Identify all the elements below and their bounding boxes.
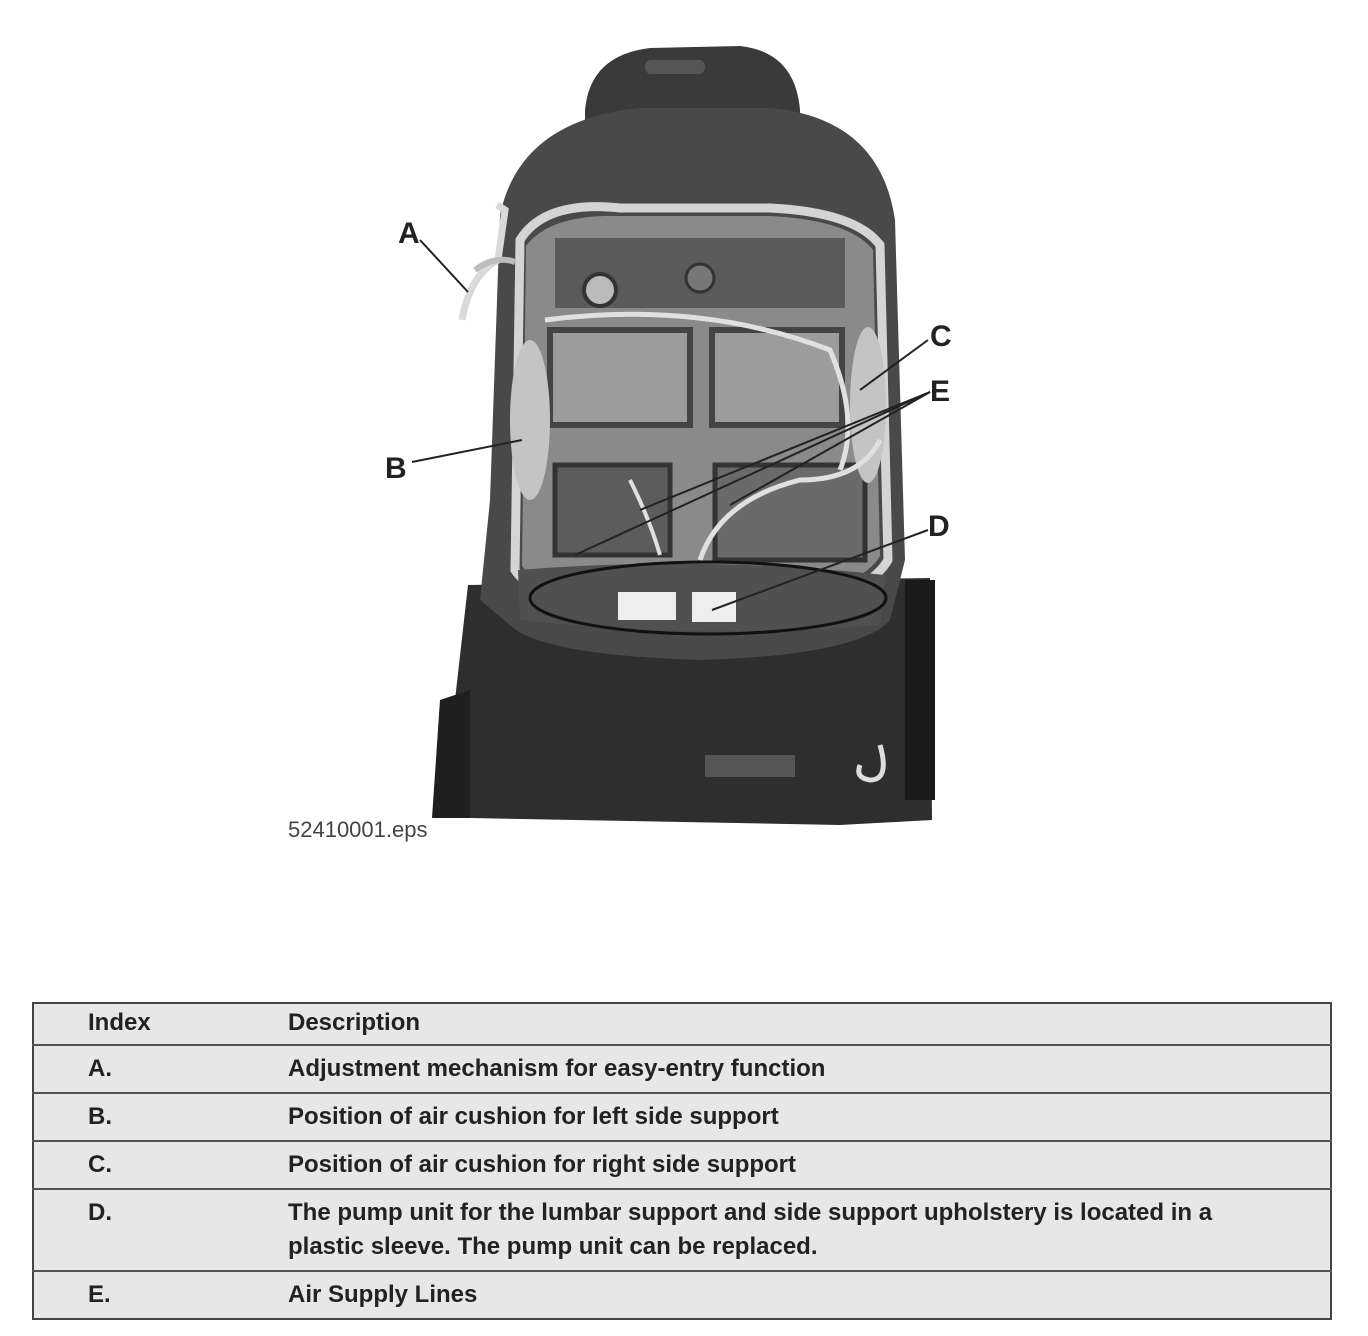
figure-filename: 52410001.eps	[288, 817, 428, 842]
legend-row	[33, 1271, 1331, 1319]
headrest-slot	[645, 60, 705, 74]
legend-row	[33, 1093, 1331, 1141]
lower-right-panel	[715, 465, 865, 560]
lower-left-panel	[555, 465, 670, 555]
seat-rails	[432, 690, 470, 818]
legend-index: E.	[88, 1281, 111, 1308]
legend-header-index: Index	[33, 1003, 288, 1045]
callout-a: A	[398, 217, 420, 250]
center-knob	[686, 264, 714, 292]
legend-row	[33, 1141, 1331, 1189]
legend-table	[32, 1002, 1332, 1320]
leader-line-a	[420, 240, 468, 292]
legend-index: C.	[33, 1141, 288, 1189]
seat-side-trim	[905, 580, 935, 800]
legend-header-row	[33, 1003, 1331, 1045]
legend-description: Air Supply Lines	[288, 1281, 478, 1308]
legend-row	[33, 1045, 1331, 1093]
upper-right-panel	[712, 330, 842, 425]
pump-unit	[692, 592, 736, 622]
legend-row	[33, 1189, 1331, 1271]
pump-label-left	[618, 592, 676, 620]
upper-left-panel	[550, 330, 690, 425]
legend-description: Position of air cushion for left side support	[288, 1093, 1331, 1141]
seat-motor-housing	[705, 755, 795, 777]
legend-description: Position of air cushion for right side support	[288, 1141, 1331, 1189]
callout-c: C	[930, 320, 952, 353]
callout-b: B	[385, 452, 407, 485]
legend-description: The pump unit for the lumbar support and side support upholstery is located in a plastic sleeve. The pump unit can be replaced.	[288, 1189, 1331, 1271]
left-side-cushion	[510, 340, 550, 500]
legend-index: B.	[33, 1093, 288, 1141]
legend-index: D.	[33, 1189, 288, 1271]
legend-index: A.	[33, 1045, 288, 1093]
mechanism-gear	[584, 274, 616, 306]
callout-d: D	[928, 510, 950, 543]
legend-description: Adjustment mechanism for easy-entry function	[288, 1045, 1331, 1093]
legend-header-description: Description	[288, 1003, 1331, 1045]
callout-e: E	[930, 375, 951, 408]
